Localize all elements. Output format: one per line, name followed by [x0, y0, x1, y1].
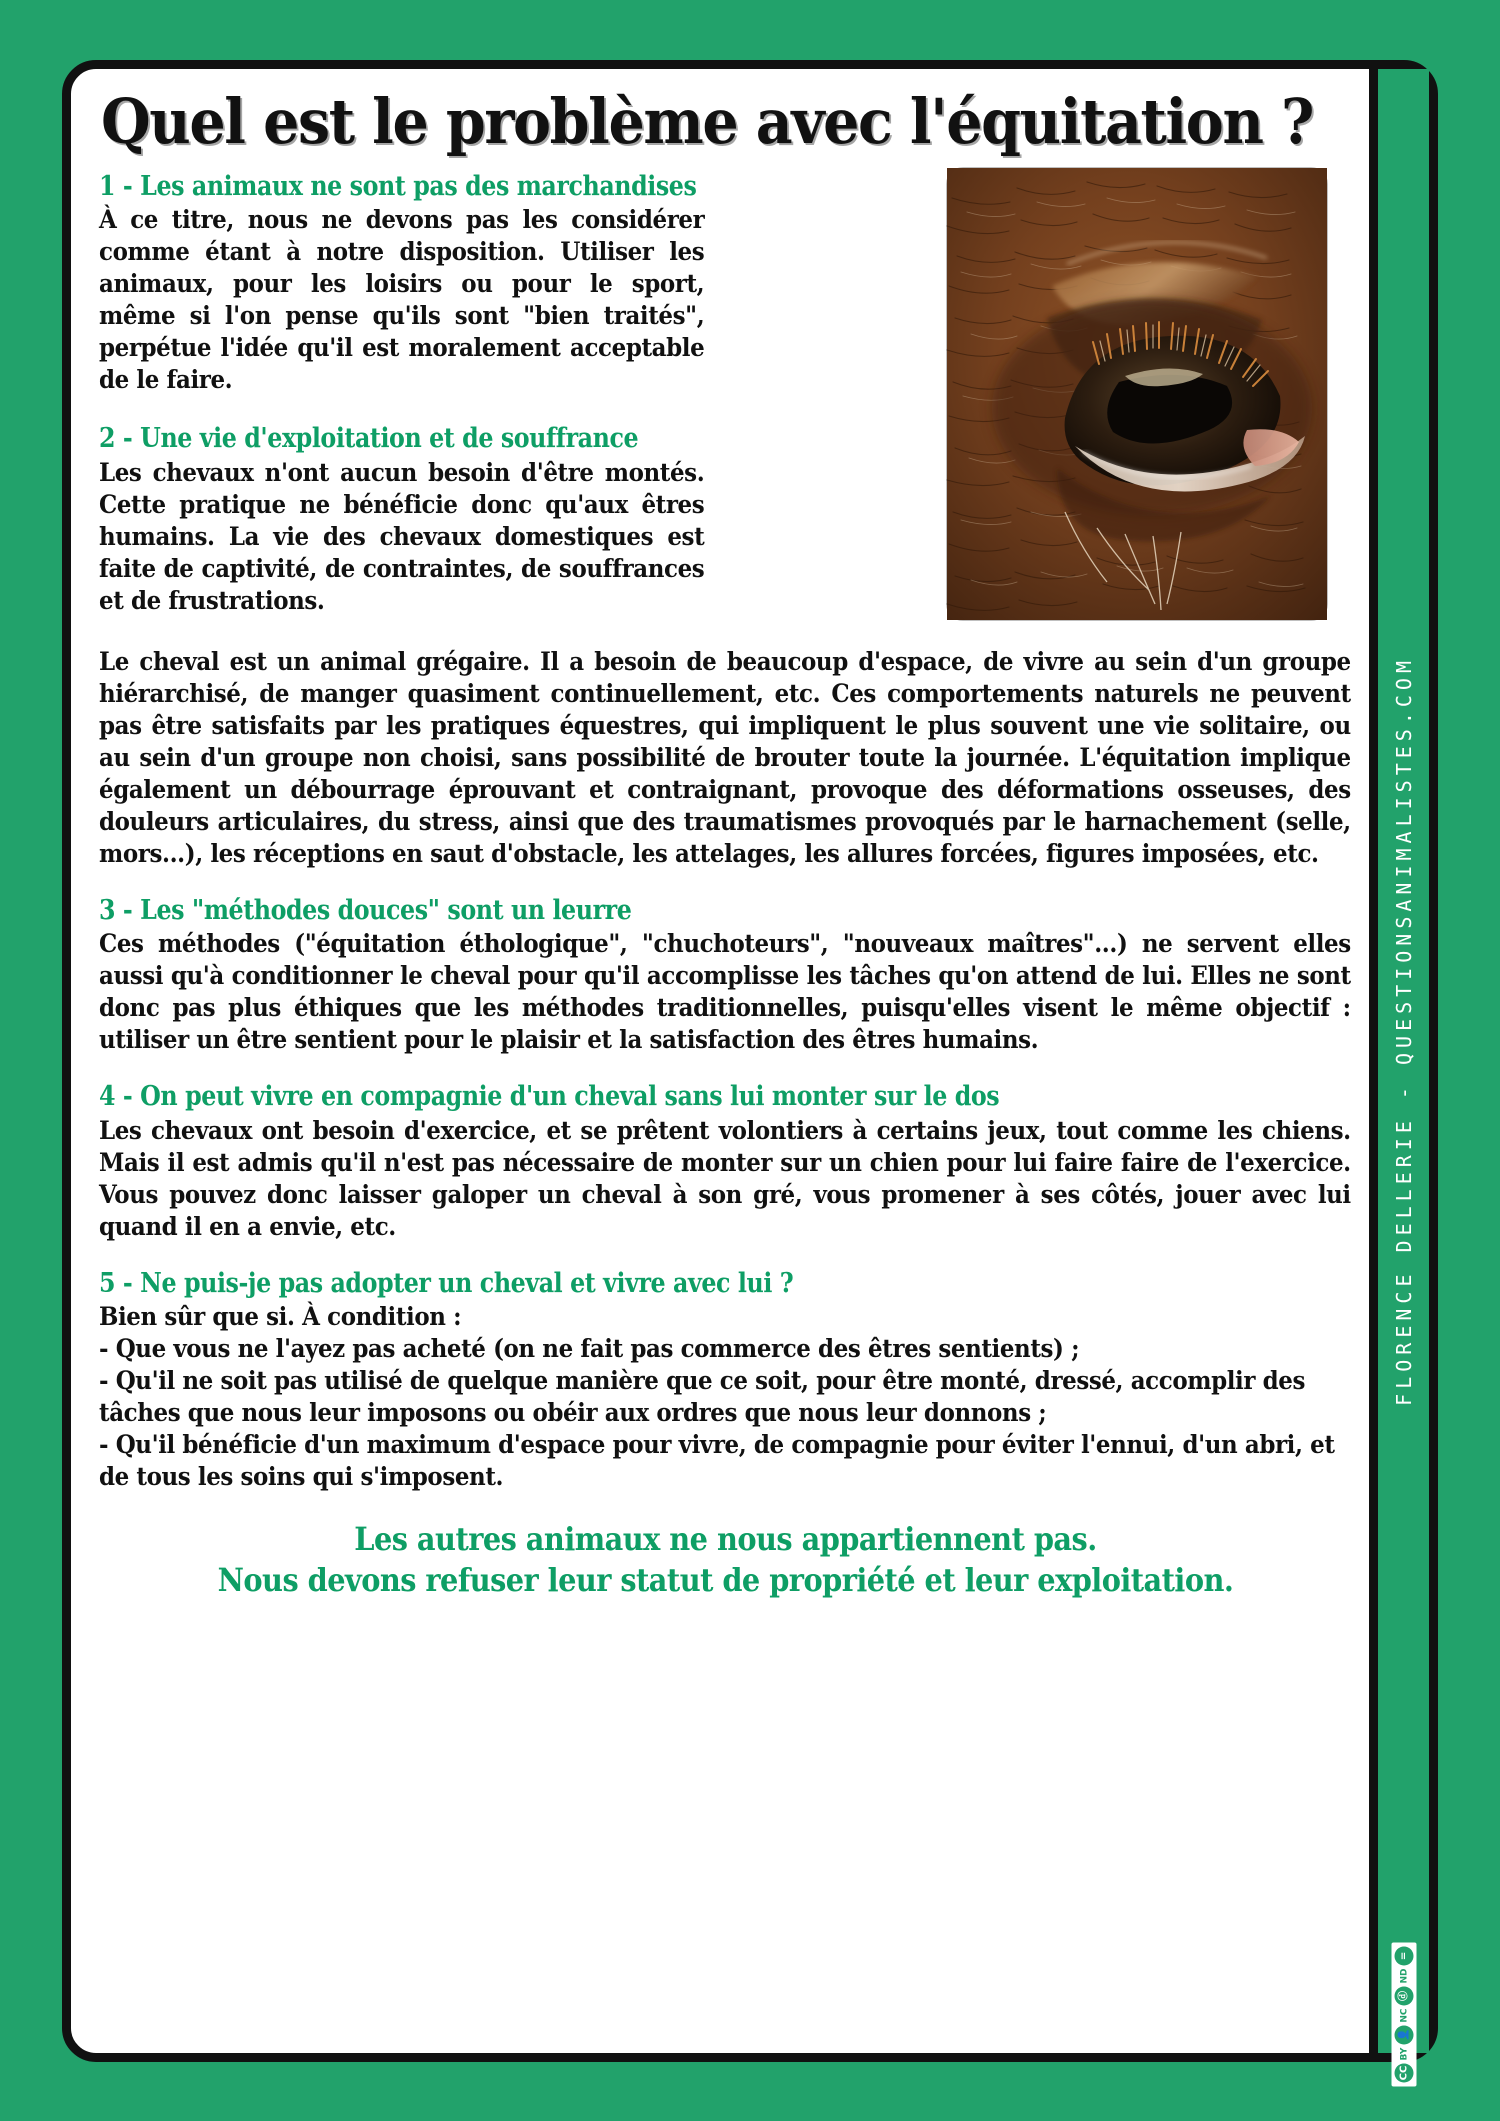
cc-equals-icon: = [1394, 1946, 1413, 1965]
credit-sidebar [1369, 69, 1429, 2081]
section-5 [99, 1269, 1352, 1493]
section-1-body-wrap [99, 204, 705, 396]
section-2-continued [99, 646, 1352, 870]
section-4-heading: 4 - On peut vivre en compagnie d'un cheval sans lui monter sur le dos [99, 1081, 1000, 1113]
section-1-paragraph: À ce titre, nous ne devons pas les considérer comme étant à notre disposition. Utiliser les animaux, pour les loisirs ou pour le sport, même si l'on pense qu'ils sont "bien traités", perpétue l'idée qu'il est moralement acceptable de le faire. [99, 205, 705, 396]
section-1 [99, 172, 929, 396]
creative-commons-badge [1391, 1942, 1416, 2086]
top-row [99, 162, 1352, 620]
cc-nc-label: NC [1398, 2008, 1409, 2023]
section-2-body-wrap [99, 457, 705, 617]
section-1-heading: 1 - Les animaux ne sont pas des marchandises [99, 171, 697, 203]
poster-content [71, 69, 1378, 2053]
closing-statement [99, 1519, 1352, 1601]
section-3 [99, 896, 1352, 1056]
page-title: Quel est le problème avec l'équitation ? [101, 85, 1314, 158]
cc-by-label: BY [1398, 2047, 1409, 2061]
section-5-heading: 5 - Ne puis-je pas adopter un cheval et vivre avec lui ? [99, 1267, 794, 1299]
section-3-heading: 3 - Les "méthodes douces" sont un leurre [99, 895, 632, 927]
cc-no-money-icon: ⓓ [1394, 1986, 1413, 2005]
illustration-wrap [947, 168, 1327, 620]
credit-text: FLORENCE DELLERIE - QUESTIONSANIMALISTES.COM [1391, 656, 1416, 1406]
horse-eye-illustration [947, 168, 1327, 620]
cc-icon: CC [1394, 2064, 1413, 2083]
section-3-paragraph: Ces méthodes ("équitation éthologique", "chuchoteurs", "nouveaux maîtres"...) ne servent elles aussi qu'à conditionner le cheval pour qu'il accomplisse les tâches qu'on attend de lui. Elles ne sont donc pas plus éthiques que les méthodes traditionnelles, puisqu'elles visent le même objectif : utiliser un être sentient pour le plaisir et la satisfaction des êtres humains. [99, 929, 1351, 1056]
closing-line-1: Les autres animaux ne nous appartiennent pas. [354, 1519, 1097, 1558]
top-left-column [99, 162, 929, 616]
section-5-condition-2: - Qu'il ne soit pas utilisé de quelque manière que ce soit, pour être monté, dressé, accomplir des tâches que nous leur imposons ou obéir aux ordres que nous leur donnons ; [99, 1365, 1305, 1428]
section-4 [99, 1082, 1352, 1242]
closing-line-2: Nous devons refuser leur statut de propriété et leur exploitation. [217, 1560, 1234, 1599]
section-5-intro: Bien sûr que si. À condition : [99, 1301, 462, 1332]
cc-nd-label: ND [1398, 1968, 1409, 1984]
section-5-condition-3: - Qu'il bénéficie d'un maximum d'espace pour vivre, de compagnie pour éviter l'ennui, d'un abri, et de tous les soins qui s'imposent. [99, 1429, 1335, 1492]
section-2-paragraph-1: Les chevaux n'ont aucun besoin d'être montés. Cette pratique ne bénéficie donc qu'aux êtres humains. La vie des chevaux domestiques est faite de captivité, de contraintes, de souffrances et de frustrations. [99, 457, 705, 616]
section-2-heading: 2 - Une vie d'exploitation et de souffrance [99, 423, 639, 455]
section-2 [99, 424, 929, 616]
cc-person-icon: 👤 [1394, 2026, 1413, 2045]
section-5-condition-1: - Que vous ne l'ayez pas acheté (on ne fait pas commerce des êtres sentients) ; [99, 1333, 1080, 1364]
poster-card [62, 60, 1438, 2081]
section-2-paragraph-2: Le cheval est un animal grégaire. Il a besoin de beaucoup d'espace, de vivre au sein d'un groupe hiérarchisé, de manger quasiment continuellement, etc. Ces comportements naturels ne peuvent pas être satisfaits par les pratiques équestres, qui impliquent le plus souvent une vie solitaire, ou au sein d'un groupe non choisi, sans possibilité de brouter toute la journée. L'équitation implique également un débourrage éprouvant et contraignant, provoque des déformations osseuses, des douleurs articulaires, du stress, ainsi que des traumatismes provoqués par le harnachement (selle, mors...), les réceptions en saut d'obstacle, les attelages, les allures forcées, figures imposées, etc. [99, 647, 1351, 870]
section-4-paragraph: Les chevaux ont besoin d'exercice, et se prêtent volontiers à certains jeux, tout comme les chiens. Mais il est admis qu'il n'est pas nécessaire de monter sur un chien pour lui faire faire de l'exercice. Vous pouvez donc laisser galoper un cheval à son gré, vous promener à ses côtés, jouer avec lui quand il en a envie, etc. [99, 1115, 1351, 1242]
